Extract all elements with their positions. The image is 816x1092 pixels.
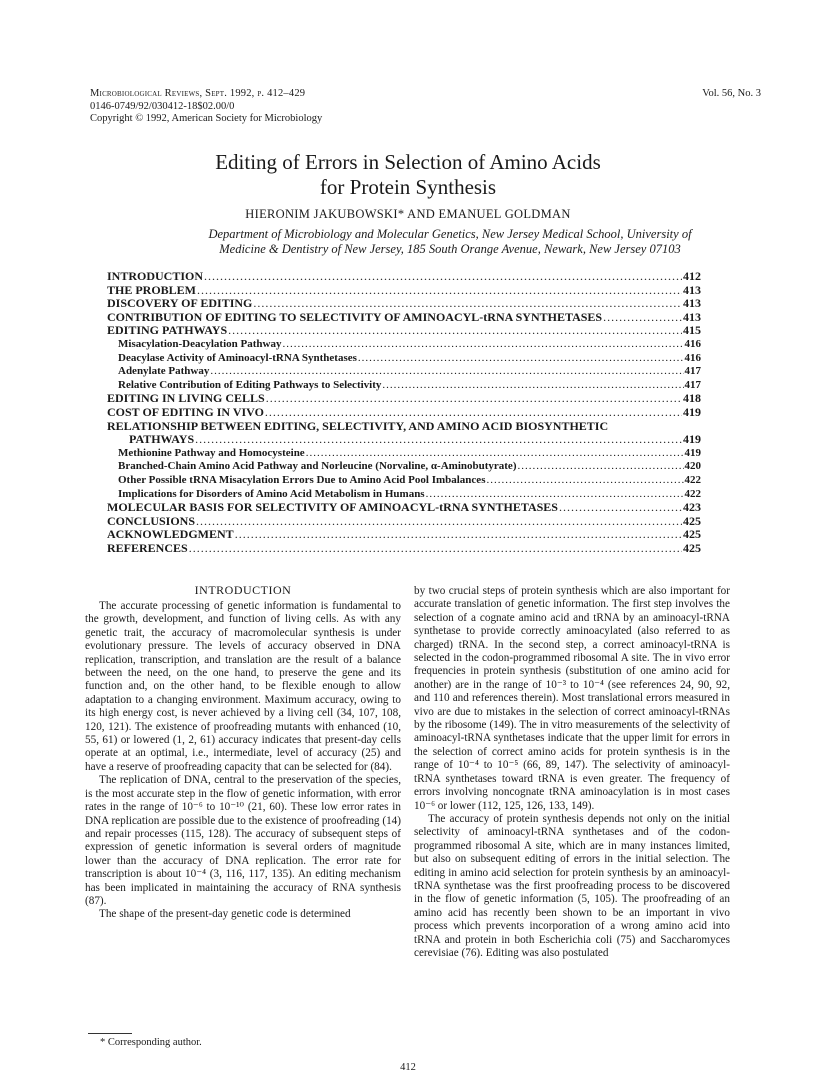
toc-entry-page: 413 bbox=[683, 297, 701, 311]
paragraph: The shape of the present-day genetic code is determined bbox=[99, 908, 351, 921]
toc-entry-page: 416 bbox=[684, 351, 701, 364]
toc-entry[interactable] bbox=[107, 284, 701, 298]
toc-leader-dots bbox=[559, 501, 682, 515]
footnote: * Corresponding author. bbox=[100, 1037, 202, 1048]
toc-entry[interactable] bbox=[107, 501, 701, 515]
toc-entry-label: REFERENCES bbox=[107, 541, 188, 555]
title-line-1: Editing of Errors in Selection of Amino Acids bbox=[215, 150, 601, 174]
table-of-contents bbox=[107, 270, 701, 555]
toc-entry-label: EDITING IN LIVING CELLS bbox=[107, 392, 265, 406]
toc-entry-page: 420 bbox=[684, 460, 701, 473]
section-heading: INTRODUCTION bbox=[194, 583, 292, 597]
toc-entry-label: CONCLUSIONS bbox=[107, 514, 196, 528]
toc-entry[interactable] bbox=[107, 488, 701, 502]
copyright-line: Copyright © 1992, American Society for Microbiology bbox=[90, 113, 323, 124]
toc-entry-label: Relative Contribution of Editing Pathways to Selectivity bbox=[118, 378, 382, 391]
toc-entry[interactable] bbox=[107, 515, 701, 529]
toc-entry[interactable] bbox=[107, 352, 701, 366]
toc-entry[interactable] bbox=[107, 324, 701, 338]
toc-leader-dots bbox=[282, 338, 683, 352]
toc-entry-page: 415 bbox=[683, 324, 701, 338]
toc-leader-dots bbox=[210, 365, 683, 379]
toc-leader-dots bbox=[382, 379, 683, 393]
journal-header bbox=[90, 88, 322, 126]
toc-entry-label: Branched-Chain Amino Acid Pathway and Norleucine (Norvaline, α-Aminobutyrate) bbox=[118, 460, 517, 473]
volume-label: Vol. 56, No. 3 bbox=[702, 88, 761, 99]
toc-leader-dots bbox=[196, 515, 682, 529]
toc-entry-label: Deacylase Activity of Aminoacyl-tRNA Synthetases bbox=[118, 351, 357, 364]
toc-entry-page: 413 bbox=[683, 310, 701, 324]
toc-leader-dots bbox=[197, 284, 682, 298]
toc-entry[interactable] bbox=[107, 365, 701, 379]
toc-entry[interactable] bbox=[107, 338, 701, 352]
toc-leader-dots bbox=[517, 460, 683, 474]
toc-leader-dots bbox=[306, 447, 684, 461]
toc-entry-page: 417 bbox=[684, 365, 701, 378]
toc-entry[interactable] bbox=[107, 379, 701, 393]
toc-entry-label: Adenylate Pathway bbox=[118, 365, 210, 378]
toc-entry-page: 412 bbox=[683, 270, 701, 283]
toc-leader-dots bbox=[603, 311, 682, 325]
toc-entry-page: 425 bbox=[683, 528, 701, 542]
toc-entry-label: EDITING PATHWAYS bbox=[107, 324, 228, 338]
toc-entry-page: 423 bbox=[683, 501, 701, 515]
toc-entry[interactable] bbox=[107, 542, 701, 556]
title-line-2: for Protein Synthesis bbox=[319, 175, 497, 199]
paragraph: The accuracy of protein synthesis depends not only on the initial selectivity of aminoacyl-tRNA synthetases and of the codon-programmed ribosomal A site, which are in many instances limited, but also on subsequent editing of errors in the initial selection. The editing in amino acid selection for protein synthesis by an aminoacyl-tRNA synthetase was the first proofreading process to be discovered in the flow of genetic information (5, 105). The proofreading of an amino acid has recently been shown to be an important in vivo process which prevents incorporation of a wrong amino acid into tRNA and protein in both Escherichia coli (75) and Saccharomyces cerevisiae (76). Editing was also postulated bbox=[414, 812, 730, 959]
toc-entry[interactable] bbox=[107, 392, 701, 406]
toc-entry[interactable] bbox=[107, 447, 701, 461]
toc-entry-label: MOLECULAR BASIS FOR SELECTIVITY OF AMINOACYL-tRNA SYNTHETASES bbox=[107, 501, 558, 515]
toc-entry[interactable] bbox=[107, 460, 701, 474]
affiliation-line-1: Department of Microbiology and Molecular Genetics, New Jersey Medical School, University of bbox=[208, 227, 692, 241]
paragraph: The accurate processing of genetic information is fundamental to the growth, development, and function of living cells. As with any genetic trait, the accuracy of macromolecular synthesis is under evolutionary pressure. The levels of accuracy observed in DNA replication, transcription, and translation are the result of a balance between the need, on the one hand, to preserve the gene and its function and, on the other hand, to be flexible enough to allow adaptation to a changing environment. Maximum accuracy, owing to its high energy cost, is never achieved by a living cell (34, 107, 108, 120, 121). The existence of proofreading mutants with enhanced (10, 55, 61) or lowered (1, 2, 61) accuracy indicates that present-day cells operate at an optimal, i.e., intermediate, level of accuracy (25) and have a reserve of proofreading capacity that can be selected for (84). bbox=[85, 600, 401, 773]
toc-entry-page: 419 bbox=[683, 433, 701, 447]
toc-entry[interactable] bbox=[107, 297, 701, 311]
toc-leader-dots bbox=[195, 433, 682, 447]
toc-entry[interactable] bbox=[107, 433, 701, 447]
toc-entry[interactable] bbox=[107, 311, 701, 325]
toc-leader-dots bbox=[189, 542, 682, 556]
toc-leader-dots bbox=[265, 406, 682, 420]
toc-entry-label: Other Possible tRNA Misacylation Errors Due to Amino Acid Pool Imbalances bbox=[118, 473, 486, 486]
toc-entry-page: 418 bbox=[683, 392, 701, 406]
journal-citation: Microbiological Reviews, Sept. 1992, p. 412–429 bbox=[90, 88, 306, 99]
right-column bbox=[414, 585, 730, 960]
toc-entry-page: 425 bbox=[683, 541, 701, 555]
page-number: 412 bbox=[400, 1062, 416, 1073]
toc-entry-label: Methionine Pathway and Homocysteine bbox=[118, 446, 305, 459]
toc-entry-label: INTRODUCTION bbox=[107, 270, 204, 283]
toc-leader-dots bbox=[253, 297, 682, 311]
toc-entry-label: RELATIONSHIP BETWEEN EDITING, SELECTIVITY, AND AMINO ACID BIOSYNTHETIC bbox=[107, 419, 609, 433]
toc-entry-page: 416 bbox=[684, 337, 701, 350]
toc-entry[interactable] bbox=[107, 270, 701, 284]
toc-entry[interactable] bbox=[107, 406, 701, 420]
toc-entry[interactable] bbox=[107, 528, 701, 542]
toc-entry-page: 419 bbox=[684, 446, 701, 459]
toc-entry-page: 419 bbox=[683, 405, 701, 419]
authors: HIERONIM JAKUBOWSKI* AND EMANUEL GOLDMAN bbox=[245, 207, 571, 221]
toc-leader-dots bbox=[358, 352, 684, 366]
toc-entry-page: 425 bbox=[683, 514, 701, 528]
toc-entry-label: ACKNOWLEDGMENT bbox=[107, 528, 234, 542]
toc-entry-page: 422 bbox=[684, 473, 701, 486]
toc-entry-label: Implications for Disorders of Amino Acid Metabolism in Humans bbox=[118, 487, 425, 500]
toc-entry-page: 417 bbox=[684, 378, 701, 391]
paragraph: by two crucial steps of protein synthesis which are also important for accurate translation of genetic information. The first step involves the selection of a cognate amino acid and tRNA by an aminoacyl-tRNA synthetase to provide correctly aminoacylated (also referred to as charged) tRNA. In the second step, a correct aminoacyl-tRNA is selected in the codon-programmed ribosomal A site. The in vivo error frequencies in protein synthesis (substitution of one amino acid for another) are in the range of 10⁻³ to 10⁻⁴ (see references 24, 90, 92, and 110 and references therein). Most translational errors measured in vivo are due to mistakes in the selection of correct aminoacyl-tRNAs by the ribosome (149). The in vitro measurements of the selectivity of aminoacyl-tRNA synthetases indicate that the upper limit for errors in the selection of correct amino acids for protein synthesis is in the range of 10⁻⁴ to 10⁻⁵ (66, 89, 147). The selectivity of aminoacyl-tRNA synthetases toward tRNA is even greater. The frequency of errors involving noncognate tRNA aminoacylation is in most cases 10⁻⁶ or lower (112, 125, 126, 133, 149). bbox=[414, 585, 730, 812]
toc-entry-label: DISCOVERY OF EDITING bbox=[107, 297, 253, 311]
toc-entry-label: PATHWAYS bbox=[129, 433, 195, 447]
journal-code: 0146-0749/92/030412-18$02.00/0 bbox=[90, 100, 235, 112]
toc-entry-label: THE PROBLEM bbox=[107, 283, 197, 297]
toc-leader-dots bbox=[266, 392, 682, 406]
footnote-rule bbox=[88, 1033, 132, 1034]
toc-entry-page: 413 bbox=[683, 283, 701, 297]
paragraph: The replication of DNA, central to the preservation of the species, is the most accurate step in the flow of genetic information, with error rates in the range of 10⁻⁶ to 10⁻¹⁰ (21, 60). These low error rates in DNA replication are possible due to the existence of proofreading (14) and repair processes (115, 128). The accuracy of subsequent steps of expression of genetic information is several orders of magnitude lower than the accuracy of DNA replication. The error rate for transcription is about 10⁻⁴ (3, 116, 117, 135). An editing mechanism has been implicated in maintaining the accuracy of RNA synthesis (87). bbox=[85, 774, 401, 907]
toc-entry-page: 422 bbox=[684, 487, 701, 500]
toc-leader-dots bbox=[204, 270, 682, 284]
article-title bbox=[0, 150, 816, 200]
toc-leader-dots bbox=[426, 488, 684, 502]
toc-leader-dots bbox=[228, 324, 682, 338]
toc-entry-label: Misacylation-Deacylation Pathway bbox=[118, 337, 282, 350]
left-column bbox=[85, 600, 401, 922]
affiliation-line-2: Medicine & Dentistry of New Jersey, 185 South Orange Avenue, Newark, New Jersey 07103 bbox=[219, 242, 681, 256]
toc-leader-dots bbox=[235, 528, 682, 542]
affiliation bbox=[200, 227, 700, 257]
toc-leader-dots bbox=[486, 474, 683, 488]
toc-entry-label: COST OF EDITING IN VIVO bbox=[107, 405, 264, 419]
toc-entry[interactable] bbox=[107, 474, 701, 488]
toc-entry[interactable] bbox=[107, 420, 701, 434]
toc-entry-label: CONTRIBUTION OF EDITING TO SELECTIVITY OF AMINOACYL-tRNA SYNTHETASES bbox=[107, 310, 603, 324]
